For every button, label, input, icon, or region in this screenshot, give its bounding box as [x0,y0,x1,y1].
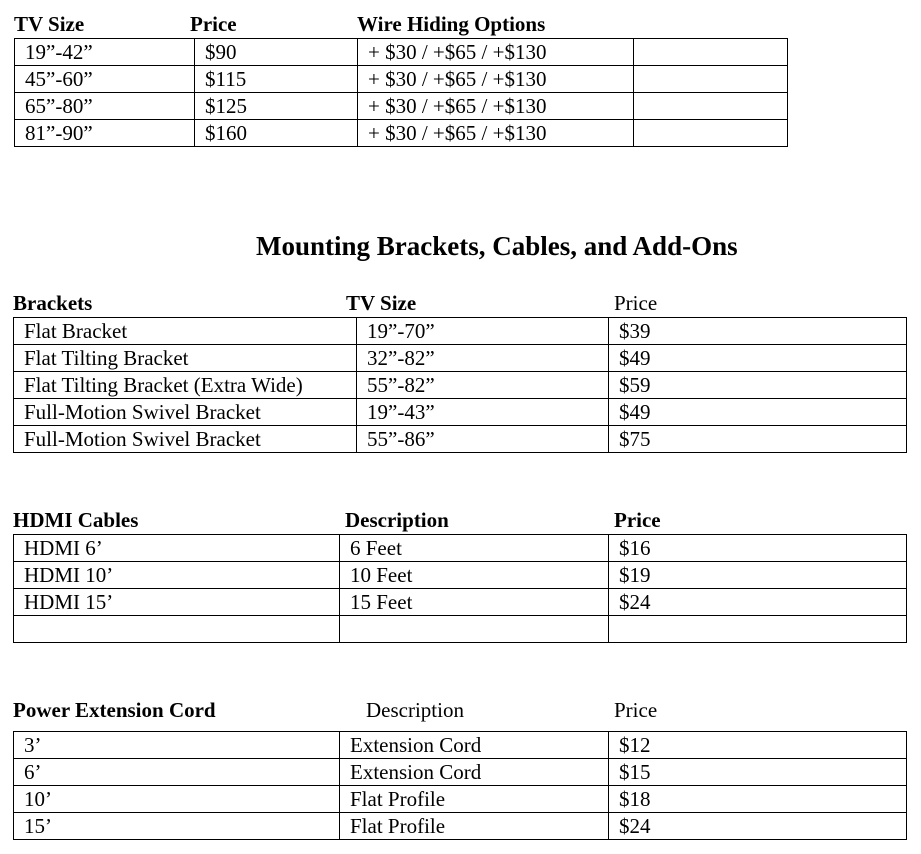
power-name-cell: 15’ [14,813,340,840]
table-row [14,426,907,453]
hdmi-header-desc: Description [345,508,449,532]
install-header-price: Price [190,12,237,36]
hdmi-price-cell [609,616,907,643]
table-row [14,345,907,372]
power-price-cell: $15 [609,759,907,786]
hdmi-name-cell: HDMI 6’ [14,535,340,562]
table-row [14,589,907,616]
install-size-cell: 81”-90” [15,120,195,147]
bracket-size-cell: 19”-43” [357,399,609,426]
bracket-name-cell: Flat Tilting Bracket (Extra Wide) [14,372,357,399]
table-row [14,562,907,589]
table-row [14,732,907,759]
install-price-cell: $90 [195,39,358,66]
table-row [14,759,907,786]
table-row [14,318,907,345]
table-row [14,399,907,426]
brackets-header-price: Price [614,291,658,315]
power-desc-cell: Flat Profile [340,813,609,840]
table-row [15,66,788,93]
hdmi-price-cell: $16 [609,535,907,562]
install-empty-cell [634,66,788,93]
install-size-cell: 45”-60” [15,66,195,93]
hdmi-price-cell: $19 [609,562,907,589]
hdmi-name-cell: HDMI 10’ [14,562,340,589]
bracket-price-cell: $59 [609,372,907,399]
power-header-desc: Description [366,698,464,722]
install-table [14,38,788,147]
install-price-cell: $125 [195,93,358,120]
hdmi-desc-cell: 6 Feet [340,535,609,562]
bracket-price-cell: $75 [609,426,907,453]
install-header-size: TV Size [14,12,85,36]
install-wire-cell: + $30 / +$65 / +$130 [358,93,634,120]
power-price-cell: $12 [609,732,907,759]
table-row [14,535,907,562]
bracket-size-cell: 55”-82” [357,372,609,399]
install-empty-cell [634,39,788,66]
page-title: Mounting Brackets, Cables, and Add-Ons [256,231,738,261]
table-row [14,372,907,399]
bracket-size-cell: 32”-82” [357,345,609,372]
hdmi-header-name: HDMI Cables [13,508,139,532]
power-desc-cell: Flat Profile [340,786,609,813]
install-wire-cell: + $30 / +$65 / +$130 [358,120,634,147]
bracket-name-cell: Full-Motion Swivel Bracket [14,426,357,453]
install-price-cell: $160 [195,120,358,147]
install-wire-cell: + $30 / +$65 / +$130 [358,66,634,93]
bracket-name-cell: Full-Motion Swivel Bracket [14,399,357,426]
hdmi-desc-cell [340,616,609,643]
brackets-header-size: TV Size [346,291,417,315]
bracket-price-cell: $49 [609,399,907,426]
power-name-cell: 6’ [14,759,340,786]
hdmi-name-cell [14,616,340,643]
hdmi-name-cell: HDMI 15’ [14,589,340,616]
power-table [13,731,907,840]
brackets-table [13,317,907,453]
table-row [14,786,907,813]
hdmi-table [13,534,907,643]
bracket-price-cell: $49 [609,345,907,372]
table-row [15,93,788,120]
table-row [14,616,907,643]
power-name-cell: 10’ [14,786,340,813]
power-desc-cell: Extension Cord [340,732,609,759]
power-desc-cell: Extension Cord [340,759,609,786]
table-row [14,813,907,840]
install-size-cell: 65”-80” [15,93,195,120]
hdmi-price-cell: $24 [609,589,907,616]
power-price-cell: $24 [609,813,907,840]
bracket-size-cell: 19”-70” [357,318,609,345]
table-row [15,120,788,147]
power-price-cell: $18 [609,786,907,813]
install-price-cell: $115 [195,66,358,93]
bracket-name-cell: Flat Bracket [14,318,357,345]
install-wire-cell: + $30 / +$65 / +$130 [358,39,634,66]
hdmi-desc-cell: 10 Feet [340,562,609,589]
power-header-price: Price [614,698,658,722]
table-row [15,39,788,66]
install-header-wire: Wire Hiding Options [357,12,546,36]
install-size-cell: 19”-42” [15,39,195,66]
bracket-name-cell: Flat Tilting Bracket [14,345,357,372]
brackets-header-name: Brackets [13,291,93,315]
hdmi-header-price: Price [614,508,661,532]
bracket-price-cell: $39 [609,318,907,345]
install-empty-cell [634,120,788,147]
power-name-cell: 3’ [14,732,340,759]
bracket-size-cell: 55”-86” [357,426,609,453]
power-header-name: Power Extension Cord [13,698,216,722]
hdmi-desc-cell: 15 Feet [340,589,609,616]
install-empty-cell [634,93,788,120]
